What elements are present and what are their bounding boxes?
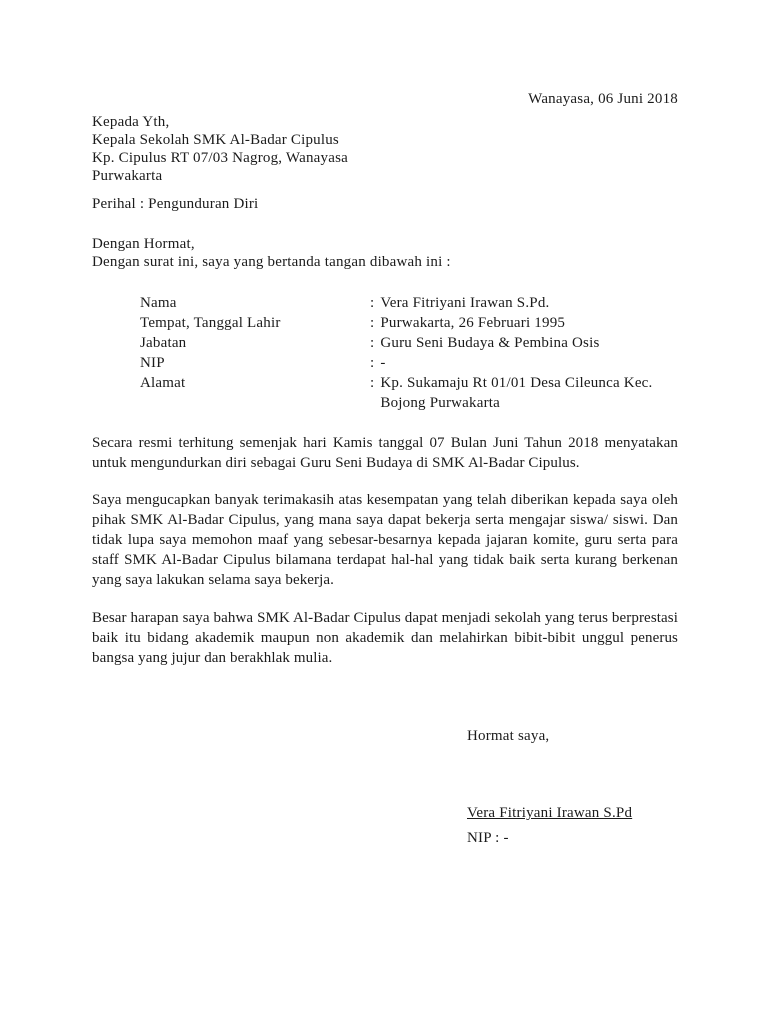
recipient-line-address: Kp. Cipulus RT 07/03 Nagrog, Wanayasa — [92, 150, 348, 166]
signature-block — [467, 726, 678, 848]
recipient-block — [92, 113, 678, 185]
details-table — [92, 293, 678, 413]
detail-colon: : — [370, 295, 375, 311]
detail-row-alamat — [92, 373, 678, 413]
detail-value-line: Guru Seni Budaya & Pembina Osis — [380, 335, 600, 351]
body-paragraph-3: Besar harapan saya bahwa SMK Al-Badar Cipulus dapat menjadi sekolah yang terus berprestasi baik itu bidang akademik maupun non akademik dan melahirkan bibit-bibit unggul penerus bangsa yang jujur dan berakhlak mulia. — [92, 610, 678, 666]
signer-nip: NIP : - — [467, 830, 509, 846]
salutation-block — [92, 235, 678, 271]
recipient-line-name: Kepala Sekolah SMK Al-Badar Cipulus — [92, 132, 339, 148]
detail-value-line: Kp. Sukamaju Rt 01/01 Desa Cileunca Kec. — [380, 375, 653, 391]
detail-value-line: - — [380, 355, 386, 371]
detail-label: Nama — [140, 295, 177, 311]
detail-value — [380, 353, 385, 373]
opening-line: Dengan surat ini, saya yang bertanda tangan dibawah ini : — [92, 254, 451, 270]
detail-colon: : — [370, 355, 375, 371]
subject-line: Perihal : Pengunduran Diri — [92, 196, 259, 212]
detail-value — [380, 293, 549, 313]
detail-label: Tempat, Tanggal Lahir — [140, 315, 281, 331]
detail-row-nama — [92, 293, 678, 313]
detail-value-line2: Bojong Purwakarta — [380, 395, 501, 411]
detail-colon: : — [370, 375, 375, 391]
salutation-line: Dengan Hormat, — [92, 236, 195, 252]
detail-colon: : — [370, 335, 375, 351]
detail-value-line: Vera Fitriyani Irawan S.Pd. — [380, 295, 550, 311]
body-paragraph-2: Saya mengucapkan banyak terimakasih atas kesempatan yang telah diberikan kepada saya oleh pihak SMK Al-Badar Cipulus, yang mana saya dapat bekerja serta mengajar siswa/ siswi. Dan tidak lupa saya memohon maaf yang sebesar-besarnya kepada jajaran komite, guru serta para staff SMK Al-Badar Cipulus bilamana terdapat hal-hal yang tidak baik serta kurang berkenan yang saya lakukan selama saya bekerja. — [92, 492, 678, 588]
detail-colon: : — [370, 315, 375, 331]
signer-name: Vera Fitriyani Irawan S.Pd — [467, 805, 633, 821]
detail-row-ttl — [92, 313, 678, 333]
detail-value — [380, 333, 599, 353]
detail-value — [380, 313, 565, 333]
body-paragraph-1: Secara resmi terhitung semenjak hari Kamis tanggal 07 Bulan Juni Tahun 2018 menyatakan untuk mengundurkan diri sebagai Guru Seni Budaya di SMK Al-Badar Cipulus. — [92, 435, 678, 471]
detail-label: Jabatan — [140, 335, 187, 351]
detail-label: NIP — [140, 355, 165, 371]
closing-salutation: Hormat saya, — [467, 728, 550, 744]
detail-label: Alamat — [140, 375, 186, 391]
recipient-line-city: Purwakarta — [92, 168, 163, 184]
recipient-line-kepada: Kepada Yth, — [92, 114, 170, 130]
detail-value — [380, 373, 652, 413]
detail-row-jabatan — [92, 333, 678, 353]
detail-row-nip — [92, 353, 678, 373]
detail-value-line: Purwakarta, 26 Februari 1995 — [380, 315, 566, 331]
letter-date: Wanayasa, 06 Juni 2018 — [528, 91, 678, 107]
